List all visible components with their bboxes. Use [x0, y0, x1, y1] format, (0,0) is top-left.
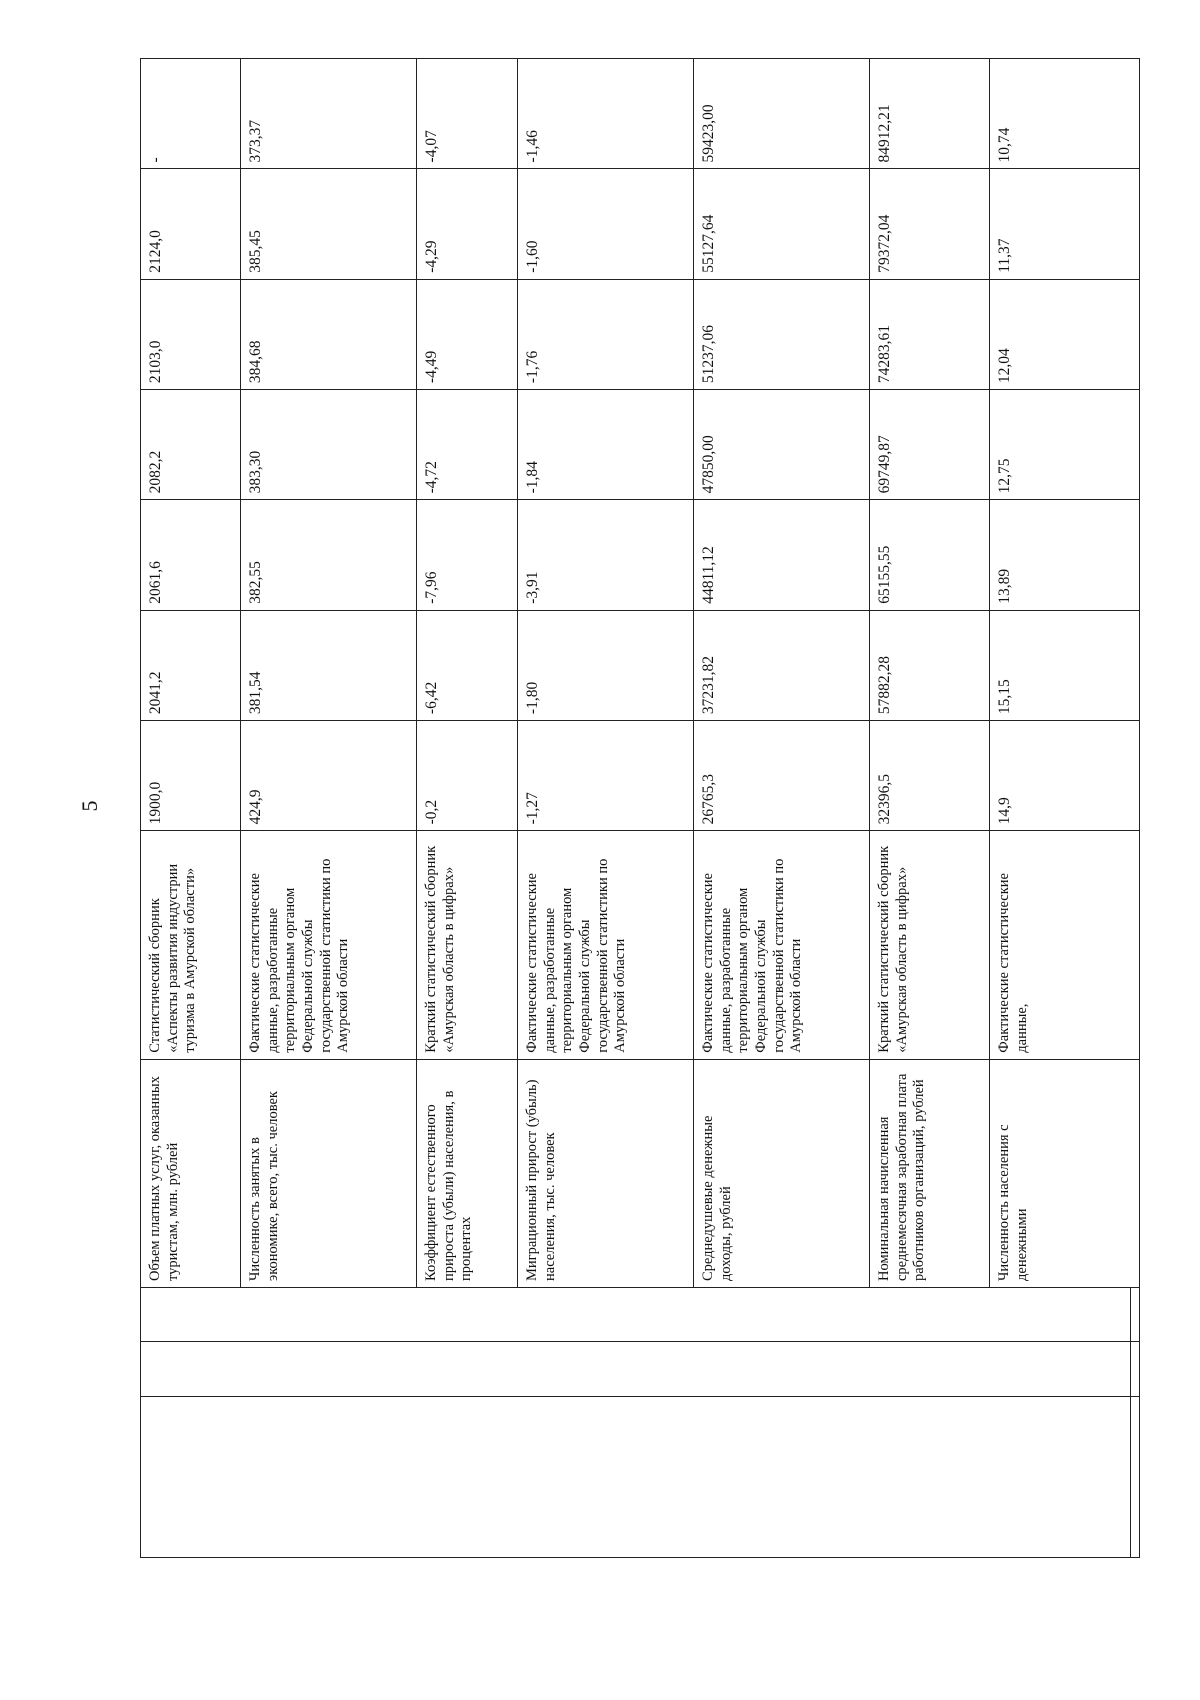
source-cell: Фактические статистические данные, разработанные территориальным органом Федеральной службы государственной статистики по Амурской области	[694, 831, 870, 1059]
source-cell: Фактические статистические данные,	[990, 831, 1141, 1059]
indicator-cell: Среднедушевые денежные доходы, рублей	[694, 1059, 870, 1287]
rotated-table-area	[140, 58, 1140, 1288]
indicator-cell: Численность занятых в экономике, всего, тыс. человек	[241, 1059, 417, 1287]
value-cell: 1900,0	[141, 721, 241, 831]
table-row	[141, 59, 241, 1288]
table-divider	[1130, 1287, 1131, 1558]
table-row	[870, 59, 990, 1288]
value-cell: 10,74	[990, 59, 1141, 169]
value-cell: 57882,28	[870, 610, 990, 720]
value-cell: 26765,3	[694, 721, 870, 831]
value-cell: 2061,6	[141, 500, 241, 610]
indicator-cell: Коэффициент естественного прироста (убыли) населения, в процентах	[417, 1059, 518, 1287]
indicator-cell: Миграционный прирост (убыль) населения, тыс. человек	[518, 1059, 694, 1287]
value-cell: 13,89	[990, 500, 1141, 610]
value-cell: 55127,64	[694, 169, 870, 279]
source-cell: Фактические статистические данные, разработанные территориальным органом Федеральной службы государственной статистики по Амурской области	[241, 831, 417, 1059]
table-divider	[140, 1396, 1140, 1397]
value-cell: -4,72	[417, 390, 518, 500]
value-cell: 14,9	[990, 721, 1141, 831]
value-cell: -4,29	[417, 169, 518, 279]
value-cell: -1,60	[518, 169, 694, 279]
value-cell: -1,84	[518, 390, 694, 500]
source-cell: Статистический сборник «Аспекты развития индустрии туризма в Амурской области»	[141, 831, 241, 1059]
value-cell: -1,46	[518, 59, 694, 169]
value-cell: 47850,00	[694, 390, 870, 500]
source-cell: Фактические статистические данные, разработанные территориальным органом Федеральной службы государственной статистики по Амурской области	[518, 831, 694, 1059]
value-cell: -4,07	[417, 59, 518, 169]
value-cell: 32396,5	[870, 721, 990, 831]
table-divider	[140, 1341, 1140, 1342]
value-cell: -4,49	[417, 279, 518, 389]
page-number: 5	[77, 800, 102, 812]
value-cell: 11,37	[990, 169, 1141, 279]
value-cell: 385,45	[241, 169, 417, 279]
value-cell: 84912,21	[870, 59, 990, 169]
value-cell: 74283,61	[870, 279, 990, 389]
value-cell: -1,27	[518, 721, 694, 831]
value-cell: 79372,04	[870, 169, 990, 279]
indicator-cell: Численность населения с денежными	[990, 1059, 1141, 1287]
value-cell: -1,80	[518, 610, 694, 720]
value-cell: 51237,06	[694, 279, 870, 389]
value-cell: 2124,0	[141, 169, 241, 279]
table-row	[990, 59, 1141, 1288]
value-cell: 2041,2	[141, 610, 241, 720]
value-cell: 381,54	[241, 610, 417, 720]
value-cell: 12,75	[990, 390, 1141, 500]
value-cell: -6,42	[417, 610, 518, 720]
value-cell: 384,68	[241, 279, 417, 389]
value-cell: -	[141, 59, 241, 169]
value-cell: 59423,00	[694, 59, 870, 169]
value-cell: 37231,82	[694, 610, 870, 720]
value-cell: -0,2	[417, 721, 518, 831]
table-row	[241, 59, 417, 1288]
value-cell: 69749,87	[870, 390, 990, 500]
table-row	[694, 59, 870, 1288]
indicator-cell: Номинальная начисленная среднемесячная заработная плата работников организаций, рублей	[870, 1059, 990, 1287]
value-cell: 2103,0	[141, 279, 241, 389]
value-cell: 383,30	[241, 390, 417, 500]
value-cell: -7,96	[417, 500, 518, 610]
source-cell: Краткий статистический сборник «Амурская область в цифрах»	[417, 831, 518, 1059]
indicators-table	[140, 58, 1140, 1288]
value-cell: 12,04	[990, 279, 1141, 389]
indicator-cell: Объем платных услуг, оказанных туристам, млн. рублей	[141, 1059, 241, 1287]
value-cell: 424,9	[241, 721, 417, 831]
value-cell: -3,91	[518, 500, 694, 610]
value-cell: 2082,2	[141, 390, 241, 500]
value-cell: 65155,55	[870, 500, 990, 610]
table-row	[417, 59, 518, 1288]
value-cell: 44811,12	[694, 500, 870, 610]
table-row	[518, 59, 694, 1288]
source-cell: Краткий статистический сборник «Амурская область в цифрах»	[870, 831, 990, 1059]
value-cell: 373,37	[241, 59, 417, 169]
value-cell: 15,15	[990, 610, 1141, 720]
value-cell: 382,55	[241, 500, 417, 610]
value-cell: -1,76	[518, 279, 694, 389]
